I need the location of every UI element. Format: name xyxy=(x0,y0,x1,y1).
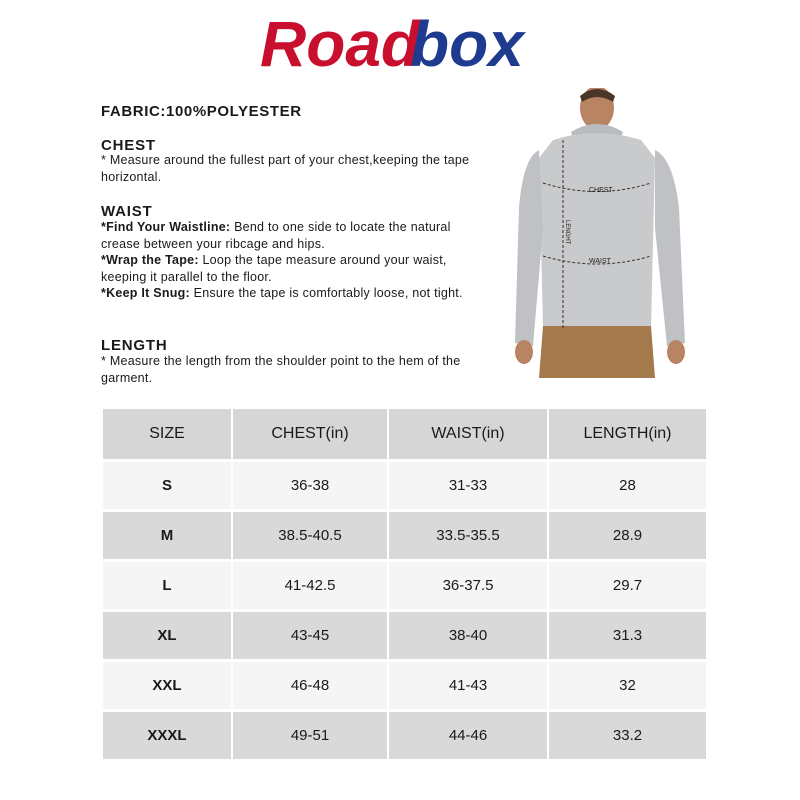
cell-size: S xyxy=(103,462,231,509)
waist-item-label: *Find Your Waistline: xyxy=(101,220,231,234)
waist-item-label: *Wrap the Tape: xyxy=(101,253,199,267)
left-hand xyxy=(515,340,533,364)
logo-text-road: Road xyxy=(260,8,420,78)
table-header-row xyxy=(103,409,706,459)
left-sleeve xyxy=(515,150,543,346)
logo-text-box: box xyxy=(410,8,524,78)
model-photo xyxy=(505,88,695,378)
fabric-label: FABRIC:100%POLYESTER xyxy=(101,103,302,120)
right-sleeve xyxy=(655,150,685,346)
cell-length: 31.3 xyxy=(549,612,706,659)
length-title: LENGTH xyxy=(101,337,168,354)
table-row xyxy=(103,562,706,609)
cell-length: 28.9 xyxy=(549,512,706,559)
length-text: * Measure the length from the shoulder point to the hem of the garment. xyxy=(101,354,461,385)
table-row xyxy=(103,512,706,559)
chest-title: CHEST xyxy=(101,137,156,154)
waist-measure-label: WAIST xyxy=(589,258,611,265)
header-chest: CHEST(in) xyxy=(233,409,387,459)
waist-item-text: Loop the tape measure around your waist, keeping it parallel to the floor. xyxy=(101,253,447,284)
cell-waist: 31-33 xyxy=(389,462,547,509)
cell-size: L xyxy=(103,562,231,609)
cell-chest: 49-51 xyxy=(233,712,387,759)
waist-instructions xyxy=(101,219,481,302)
header-length: LENGTH(in) xyxy=(549,409,706,459)
shirt-body xyxy=(539,133,655,328)
cell-chest: 36-38 xyxy=(233,462,387,509)
table-row xyxy=(103,712,706,759)
pants-shape xyxy=(539,326,655,378)
cell-length: 28 xyxy=(549,462,706,509)
cell-size: M xyxy=(103,512,231,559)
waist-item xyxy=(101,285,481,302)
cell-chest: 38.5-40.5 xyxy=(233,512,387,559)
cell-waist: 41-43 xyxy=(389,662,547,709)
header-waist: WAIST(in) xyxy=(389,409,547,459)
right-hand xyxy=(667,340,685,364)
cell-length: 32 xyxy=(549,662,706,709)
table-row xyxy=(103,612,706,659)
cell-length: 33.2 xyxy=(549,712,706,759)
waist-title: WAIST xyxy=(101,203,153,220)
length-measure-label: LENGHT xyxy=(564,220,570,245)
cell-length: 29.7 xyxy=(549,562,706,609)
size-chart-table xyxy=(101,406,708,762)
waist-item xyxy=(101,252,481,285)
cell-waist: 36-37.5 xyxy=(389,562,547,609)
cell-size: XL xyxy=(103,612,231,659)
waist-item-text: Ensure the tape is comfortably loose, not tight. xyxy=(189,286,463,300)
waist-item-label: *Keep It Snug: xyxy=(101,286,190,300)
roadbox-logo xyxy=(258,8,548,78)
cell-size: XXL xyxy=(103,662,231,709)
waist-item-text: Bend to one side to locate the natural crease between your ribcage and hips. xyxy=(101,220,451,251)
cell-waist: 44-46 xyxy=(389,712,547,759)
cell-waist: 33.5-35.5 xyxy=(389,512,547,559)
chest-measure-label: CHEST xyxy=(589,187,613,194)
cell-chest: 43-45 xyxy=(233,612,387,659)
waist-item xyxy=(101,219,481,252)
cell-chest: 46-48 xyxy=(233,662,387,709)
header-size: SIZE xyxy=(103,409,231,459)
cell-chest: 41-42.5 xyxy=(233,562,387,609)
cell-waist: 38-40 xyxy=(389,612,547,659)
table-row xyxy=(103,662,706,709)
cell-size: XXXL xyxy=(103,712,231,759)
table-row xyxy=(103,462,706,509)
chest-text: * Measure around the fullest part of your chest,keeping the tape horizontal. xyxy=(101,153,470,184)
